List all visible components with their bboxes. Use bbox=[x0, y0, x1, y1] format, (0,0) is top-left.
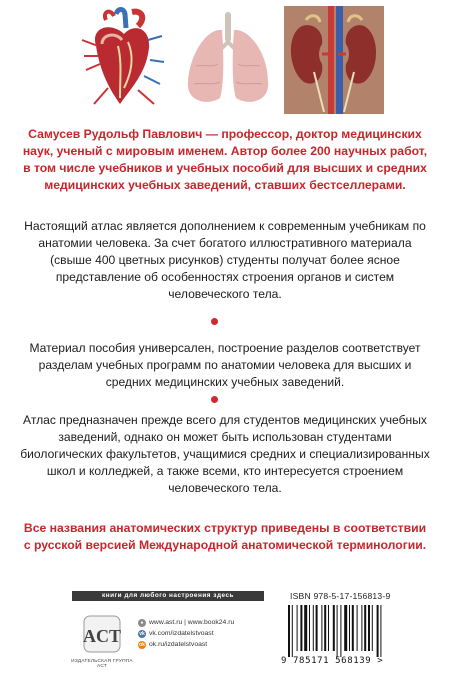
author-bio: Самусев Рудольф Павлович — профессор, доктор медицинских наук, ученый с мировым именем. Автор более 200 научных работ, в том числе учебников и учебных пособий для высших и средних медицинских учебных заведений, ставших бестселлерами. bbox=[22, 127, 428, 192]
link-vk[interactable] bbox=[138, 628, 234, 639]
description-paragraph-2: Материал пособия универсален, построение разделов соответствует разделам учебных программ по анатомии человека для высших и средних медицинских учебных заведений. bbox=[29, 341, 421, 389]
heart-illustration bbox=[72, 6, 172, 114]
description-paragraph-1: Настоящий атлас является дополнением к современным учебникам по анатомии человека. За счет богатого иллюстративного материала (свыше 400 цветных рисунков) студенты получат более ясное представление об особенностях строения органов и систем человеческого тела. bbox=[24, 219, 426, 301]
terminology-note: Все названия анатомических структур приведены в соответствии с русской версией Международной анатомической терминологии. bbox=[23, 521, 427, 552]
barcode-digits: 9 785171 568139 > bbox=[281, 656, 384, 666]
description-paragraph-3: Атлас предназначен прежде всего для студентов медицинских учебных заведений, однако он может быть использован студентами биологических факультетов, учащимися средних и специализированных школ и колледжей, а также всеми, кто интересуется строением человеческого тела. bbox=[20, 413, 430, 495]
ok-icon: ok bbox=[139, 641, 145, 648]
vk-icon: vk bbox=[139, 630, 145, 637]
lungs-illustration bbox=[178, 6, 278, 114]
globe-icon: ● bbox=[138, 619, 146, 627]
logo-text: ACT bbox=[82, 626, 122, 646]
illustration-row bbox=[72, 6, 384, 114]
link-vk-text: vk.com/izdatelstvoast bbox=[149, 630, 214, 637]
link-website-text: www.ast.ru | www.book24.ru bbox=[149, 619, 235, 626]
barcode bbox=[282, 603, 406, 657]
slogan-band: книги для любого настроения здесь bbox=[72, 591, 264, 601]
bullet-separator-2 bbox=[211, 396, 218, 403]
ast-logo bbox=[82, 614, 122, 658]
kidneys-illustration bbox=[284, 6, 384, 114]
link-ok[interactable] bbox=[138, 639, 234, 650]
link-website[interactable] bbox=[138, 617, 234, 628]
publisher-links bbox=[138, 617, 234, 650]
bullet-separator-1 bbox=[211, 318, 218, 325]
publisher-name: ИЗДАТЕЛЬСКАЯ ГРУППА АСТ bbox=[71, 659, 133, 669]
link-ok-text: ok.ru/izdatelstvoast bbox=[149, 641, 208, 648]
isbn-label: ISBN 978-5-17-156813-9 bbox=[290, 591, 391, 601]
